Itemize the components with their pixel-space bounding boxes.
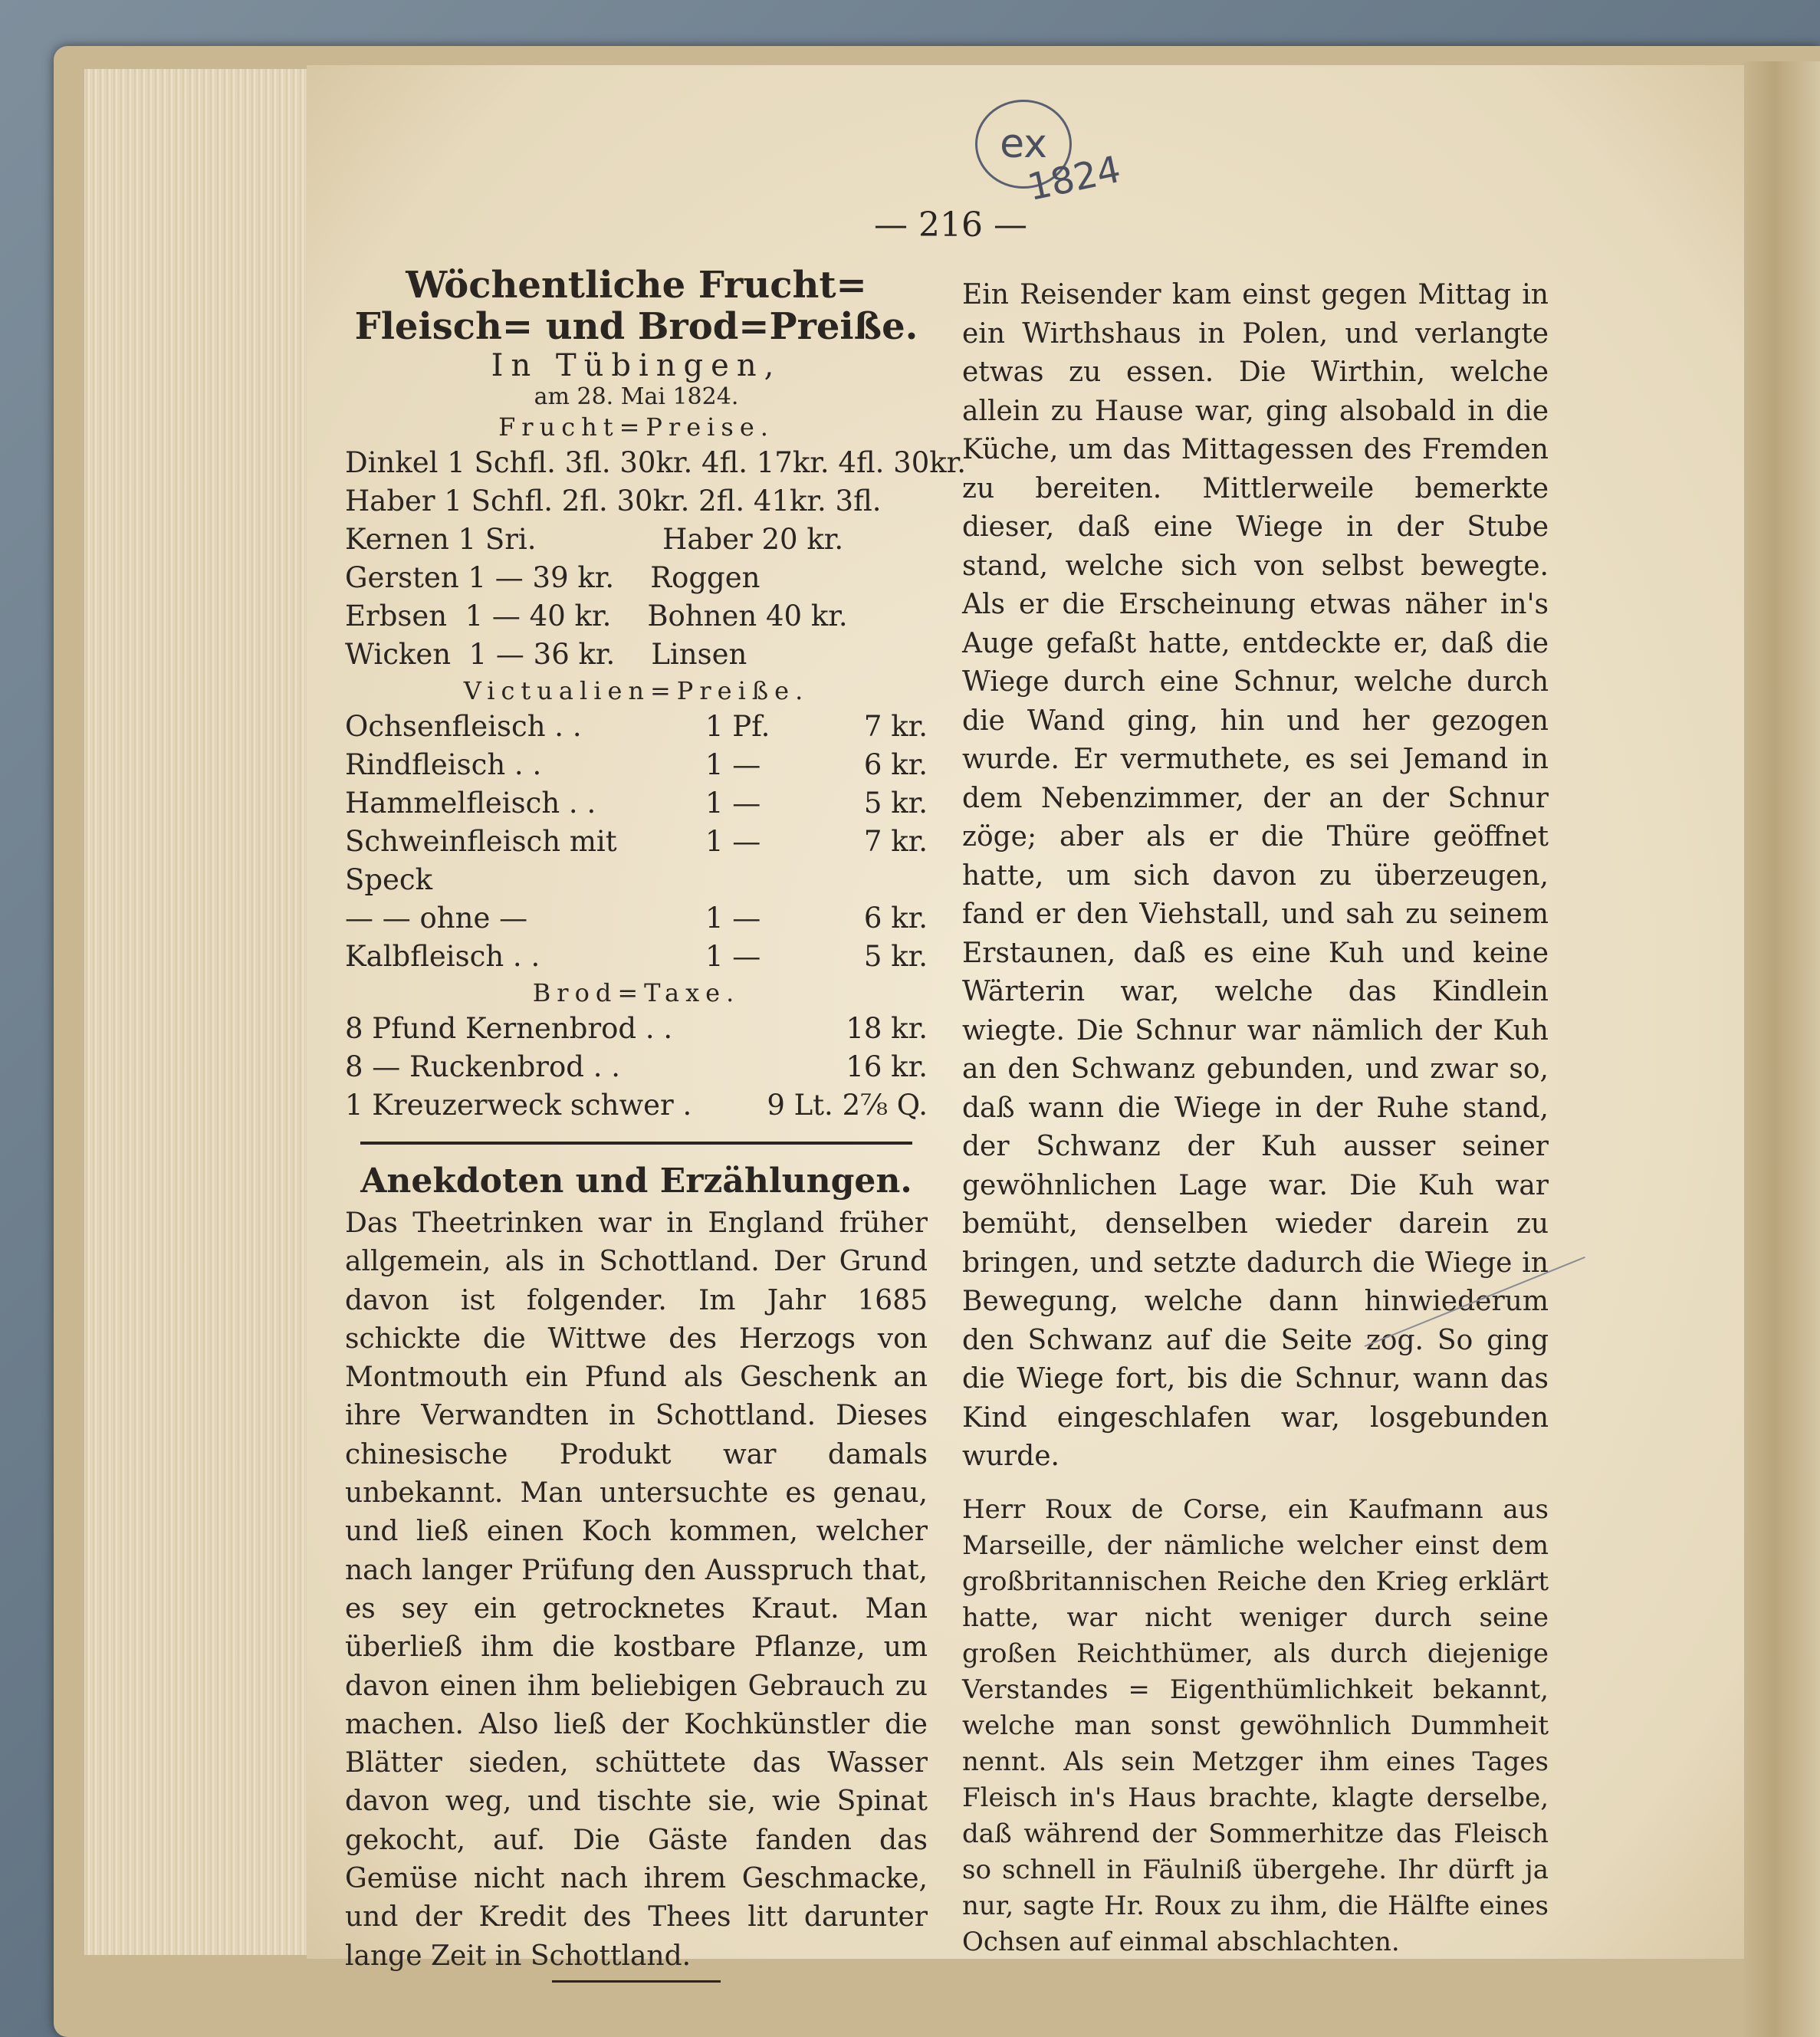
victual-qty: 1 — xyxy=(705,787,761,820)
victual-row xyxy=(345,784,928,823)
fruit-line: Gersten 1 — 39 kr. Roggen xyxy=(345,561,761,594)
fruit-line: Haber 1 Schfl. 2fl. 30kr. 2fl. 41kr. 3fl. xyxy=(345,485,882,517)
victual-qty: 1 — xyxy=(705,902,761,935)
page-edges xyxy=(84,69,307,1955)
section-divider xyxy=(360,1142,912,1145)
victual-name: Kalbfleisch . . xyxy=(345,940,540,973)
book-gutter xyxy=(1744,61,1820,2037)
victual-name: Schweinfleisch mit Speck xyxy=(345,825,617,896)
fruit-prices-header: Frucht=Preise. xyxy=(498,412,774,442)
victual-name: Rindfleisch . . xyxy=(345,748,542,781)
victual-row xyxy=(345,899,928,938)
bread-price: 9 Lt. 2⅞ Q. xyxy=(767,1089,928,1122)
victual-qty: 1 — xyxy=(705,940,761,973)
bread-row xyxy=(345,1086,928,1125)
victual-name: Hammelfleisch . . xyxy=(345,787,596,820)
bread-tax-header: Brod=Taxe. xyxy=(532,978,741,1007)
victual-price: 6 kr. xyxy=(863,902,928,935)
victual-name: — — ohne — xyxy=(345,902,528,935)
page-number: — 216 — xyxy=(874,205,1027,245)
library-stamp: ex xyxy=(975,100,1072,189)
fruit-line: Wicken 1 — 36 kr. Linsen xyxy=(345,638,747,671)
victual-qty: 1 Pf. xyxy=(705,710,770,743)
bread-name: 1 Kreuzerweck schwer . xyxy=(345,1089,692,1122)
left-column xyxy=(345,264,967,1983)
victual-qty: 1 — xyxy=(705,748,761,781)
roux-anecdote xyxy=(962,1492,1549,1960)
fruit-line: Erbsen 1 — 40 kr. Bohnen 40 kr. xyxy=(345,600,848,632)
prices-date: am 28. Mai 1824. xyxy=(534,383,739,410)
victual-row xyxy=(345,823,928,899)
bread-price: 16 kr. xyxy=(846,1050,928,1083)
victual-row xyxy=(345,938,928,976)
tea-anecdote xyxy=(345,1204,928,1976)
bread-name: 8 Pfund Kernenbrod . . xyxy=(345,1012,673,1045)
end-rule xyxy=(552,1980,721,1983)
bread-row xyxy=(345,1048,928,1086)
cradle-anecdote xyxy=(962,276,1549,1477)
bread-name: 8 — Ruckenbrod . . xyxy=(345,1050,620,1083)
fruit-line: Dinkel 1 Schfl. 3fl. 30kr. 4fl. 17kr. 4fl. 30kr. xyxy=(345,446,967,479)
victual-qty: 1 — xyxy=(705,825,761,858)
roux-anecdote-text: Herr Roux de Corse, ein Kaufmann aus Marseille, der nämliche welcher einst dem großbritannischen Reiche den Krieg erklärt hatte, war nicht weniger durch seine großen Reichthümer, als durch diejenige Verstandes = Eigenthümlichkeit bekannt, welche man sonst gewöhnlich Dummheit nennt. Als sein Metzger ihm eines Tages Fleisch in's Haus brachte, klagte derselbe, daß während der Sommerhitze das Fleisch so schnell in Fäulniß übergehe. Ihr dürft ja nur, sagte Hr. Roux zu ihm, die Hälfte eines Ochsen auf einmal abschlachten. xyxy=(962,1493,1549,1957)
victual-price: 7 kr. xyxy=(863,825,928,858)
tea-anecdote-text: Das Theetrinken war in England früher allgemein, als in Schottland. Der Grund davon ist folgender. Im Jahr 1685 schickte die Wittwe des Herzogs von Montmouth ein Pfund als Geschenk an ihre Verwandten in Schottland. Dieses chinesische Produkt war damals unbekannt. Man untersuchte es genau, und ließ einen Koch kommen, welcher nach langer Prüfung den Ausspruch that, es sey ein getrocknetes Kraut. Man überließ ihm die kostbare Pflanze, um davon einen ihm beliebigen Gebrauch zu machen. Also ließ der Kochkünstler die Blätter sieden, schüttete das Wasser davon weg, und tischte sie, wie Spinat gekocht, auf. Die Gäste fanden das Gemüse nicht nach ihrem Geschmacke, und der Kredit des Thees litt darunter lange Zeit in Schottland. xyxy=(345,1207,928,1972)
victual-price: 5 kr. xyxy=(863,940,928,973)
victual-price: 7 kr. xyxy=(863,710,928,743)
victual-name: Ochsenfleisch . . xyxy=(345,710,582,743)
victual-row xyxy=(345,746,928,784)
victual-price: 6 kr. xyxy=(863,748,928,781)
victual-prices-header: Victualien=Preiße. xyxy=(463,676,810,705)
bread-row xyxy=(345,1010,928,1048)
handwritten-year: 1824 xyxy=(1023,147,1125,210)
anecdotes-title: Anekdoten und Erzählungen. xyxy=(360,1161,912,1201)
victual-row xyxy=(345,708,928,746)
victual-price: 5 kr. xyxy=(863,787,928,820)
bread-price: 18 kr. xyxy=(846,1012,928,1045)
cradle-anecdote-text: Ein Reisender kam einst gegen Mittag in ein Wirthshaus in Polen, und verlangte etwas zu essen. Die Wirthin, welche allein zu Hause war, ging alsobald in die Küche, um das Mittagessen des Fremden zu bereiten. Mittlerweile bemerkte dieser, daß eine Wiege in der Stube stand, welche sich von selbst bewegte. Als er die Erscheinung etwas näher in's Auge gefaßt hatte, entdeckte er, daß die Wiege durch eine Schnur, welche durch die Wand ging, hin und her gezogen wurde. Er vermuthete, es sei Jemand in dem Nebenzimmer, der an der Schnur zöge; aber als er die Thüre geöffnet hatte, um sich davon zu überzeugen, fand er den Viehstall, und sah zu seinem Erstaunen, daß es eine Kuh und keine Wärterin war, welche das Kindlein wiegte. Die Schnur war nämlich der Kuh an den Schwanz gebunden, und zwar so, daß wann die Wiege in der Ruhe stand, der Schwanz der Kuh ausser seiner gewöhnlichen Lage war. Die Kuh war bemüht, denselben wieder darein zu bringen, und setzte dadurch die Wiege in Bewegung, welche dann hinwiederum den Schwanz auf die Seite zog. So ging die Wiege fort, bis die Schnur, wann das Kind eingeschlafen war, losgebunden wurde. xyxy=(962,279,1549,1472)
right-column xyxy=(962,276,1549,1960)
fruit-line: Kernen 1 Sri. Haber 20 kr. xyxy=(345,523,844,556)
prices-heading: Wöchentliche Frucht= Fleisch= und Brod=Preiße. xyxy=(354,264,918,348)
prices-place: In Tübingen, xyxy=(491,348,782,383)
